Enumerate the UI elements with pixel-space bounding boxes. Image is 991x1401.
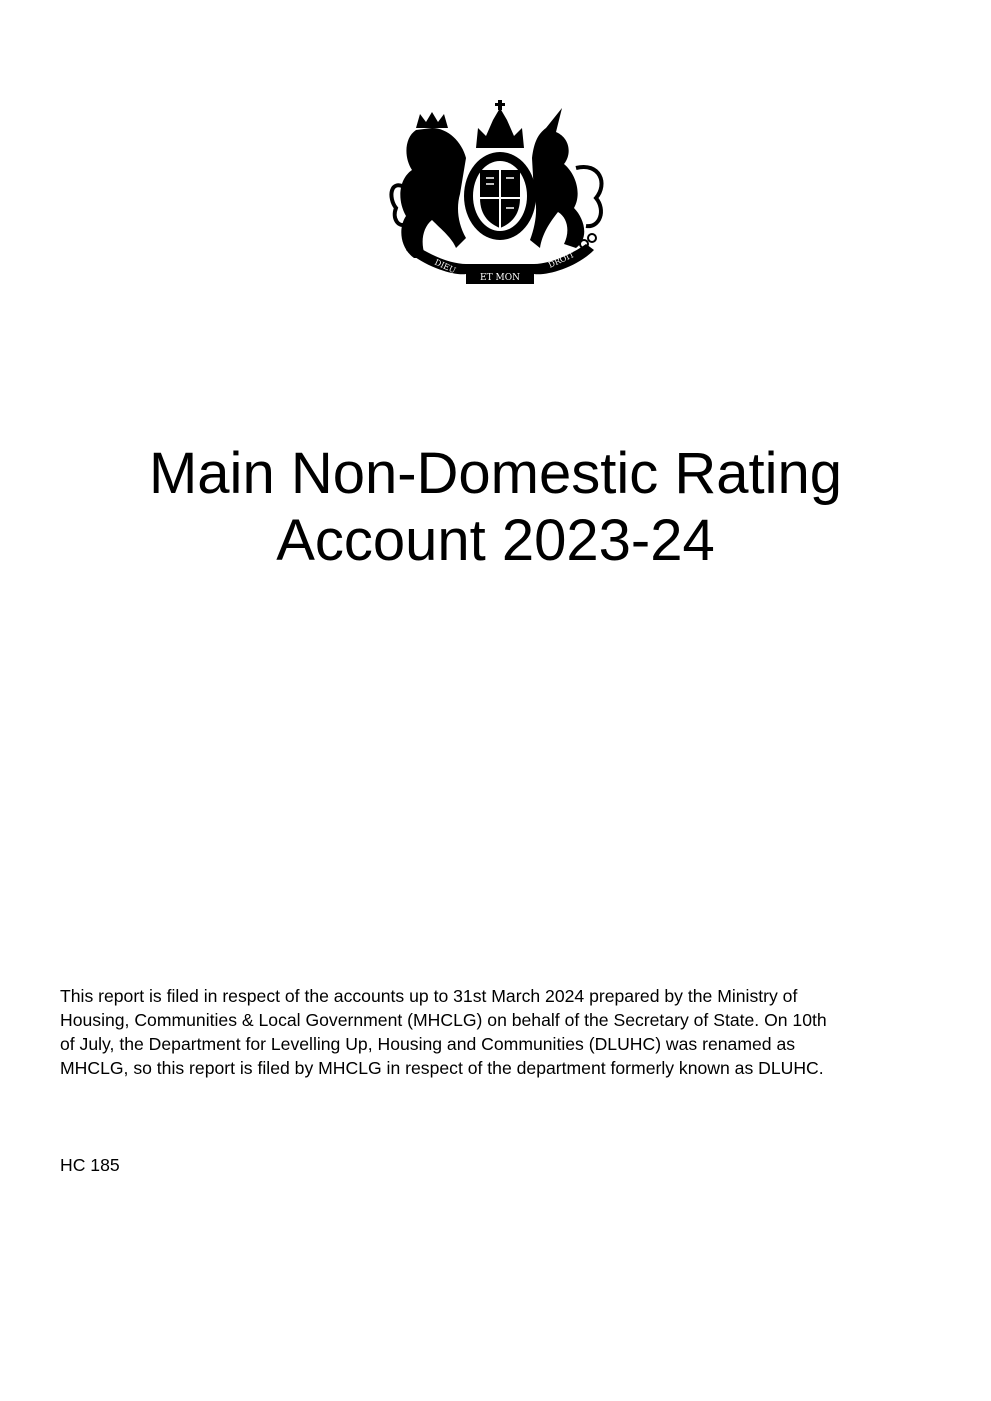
title-line-2: Account 2023-24	[276, 508, 715, 573]
statement-line: Housing, Communities & Local Government (MHCLG) on behalf of the Secretary of State. On 10th	[60, 1010, 827, 1030]
statement-line: of July, the Department for Levelling Up, Housing and Communities (DLUHC) was renamed as	[60, 1034, 796, 1054]
svg-text:DROIT: DROIT	[547, 250, 576, 270]
svg-text:DIEU: DIEU	[433, 257, 458, 276]
document-title	[0, 440, 991, 574]
filing-statement	[60, 984, 827, 1080]
house-of-commons-paper-number: HC 185	[60, 1155, 120, 1175]
statement-line: This report is filed in respect of the accounts up to 31st March 2024 prepared by the Ministry of	[60, 986, 798, 1006]
royal-coat-of-arms-logo	[386, 98, 614, 284]
statement-line: MHCLG, so this report is filed by MHCLG in respect of the department formerly known as DLUHC.	[60, 1058, 824, 1078]
svg-text:ET MON: ET MON	[480, 273, 520, 283]
title-line-1: Main Non-Domestic Rating	[148, 441, 843, 506]
